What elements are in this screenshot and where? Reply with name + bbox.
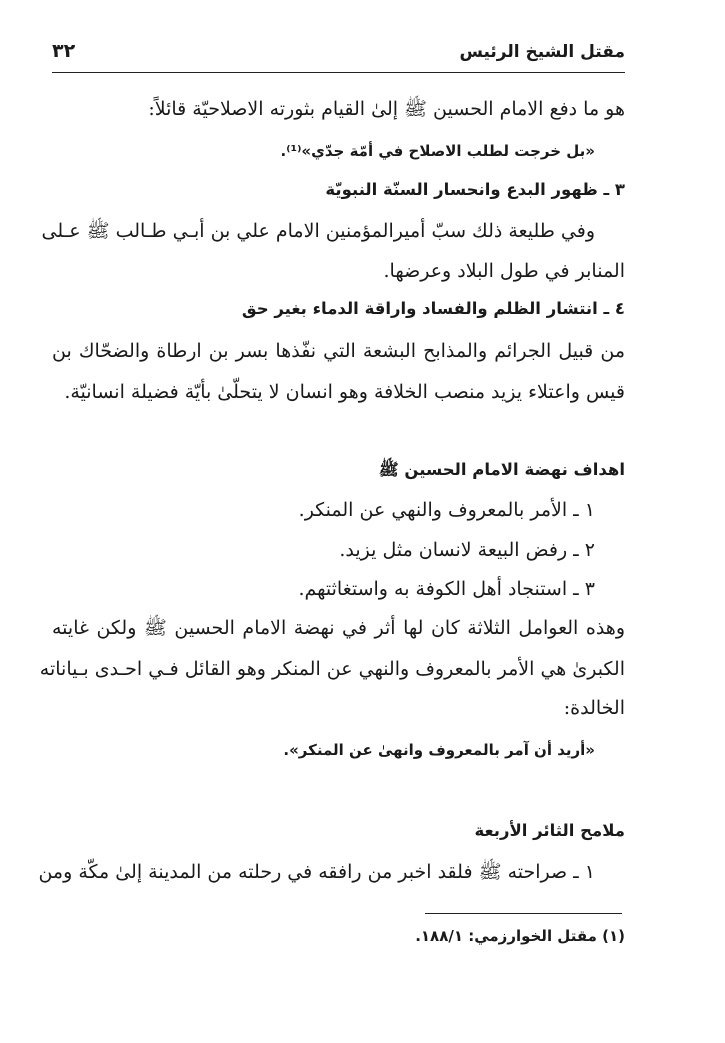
page-number: ٣٢ (52, 40, 76, 62)
list-item: ٣ ـ استنجاد أهل الكوفة به واستغاثتهم. (298, 578, 595, 600)
section-heading-3: ٣ ـ ظهور البدع وانحسار السنّة النبويّة (325, 180, 625, 199)
list-item: ١ ـ الأمر بالمعروف والنهي عن المنكر. (298, 499, 595, 521)
footnote-divider (425, 913, 622, 914)
list-item: ٢ ـ رفض البيعة لانسان مثل يزيد. (339, 539, 595, 561)
section-heading-traits: ملامح الثائر الأربعة (474, 821, 625, 840)
body-line: من قبيل الجرائم والمذابح البشعة التي نفّذها بسر بن ارطاة والضحّاك بن (52, 340, 625, 362)
list-item: ١ ـ صراحته ﷺ فلقد اخبر من رافقه في رحلته من المدينة إلىٰ مكّة ومن (38, 861, 595, 883)
body-line: وهذه العوامل الثلاثة كان لها أثر في نهضة الامام الحسين ﷺ ولكن غايته (52, 617, 625, 639)
body-line: قيس واعتلاء يزيد منصب الخلافة وهو انسان لا يتحلّىٰ بأيّة فضيلة انسانيّة. (64, 381, 625, 403)
body-line: الكبرىٰ هي الأمر بالمعروف والنهي عن المنكر وهو القائل فـي احـدى بـياناته (39, 658, 625, 680)
body-line: هو ما دفع الامام الحسين ﷺ إلىٰ القيام بثورته الاصلاحيّة قائلاً: (148, 98, 625, 120)
body-line: المنابر في طول البلاد وعرضها. (383, 260, 625, 282)
body-line: وفي طليعة ذلك سبّ أميرالمؤمنين الامام علي بن أبـي طـالب ﷺ عـلى (41, 220, 595, 242)
running-title: مقتل الشيخ الرئيس (459, 42, 625, 62)
section-heading-goals: اهداف نهضة الامام الحسين ﷺ (378, 460, 625, 479)
page-header (52, 38, 625, 73)
body-line: الخالدة: (563, 697, 625, 719)
section-heading-4: ٤ ـ انتشار الظلم والفساد واراقة الدماء بغير حق (241, 299, 625, 318)
hadith-quote: «أريد أن آمر بالمعروف وانهىٰ عن المنكر». (283, 741, 595, 759)
hadith-quote: «بل خرجت لطلب الاصلاح في أمّة جدّي»⁽¹⁾. (280, 142, 595, 160)
footnote: (١) مقتل الخوارزمي: ١٨٨/١. (415, 927, 625, 945)
